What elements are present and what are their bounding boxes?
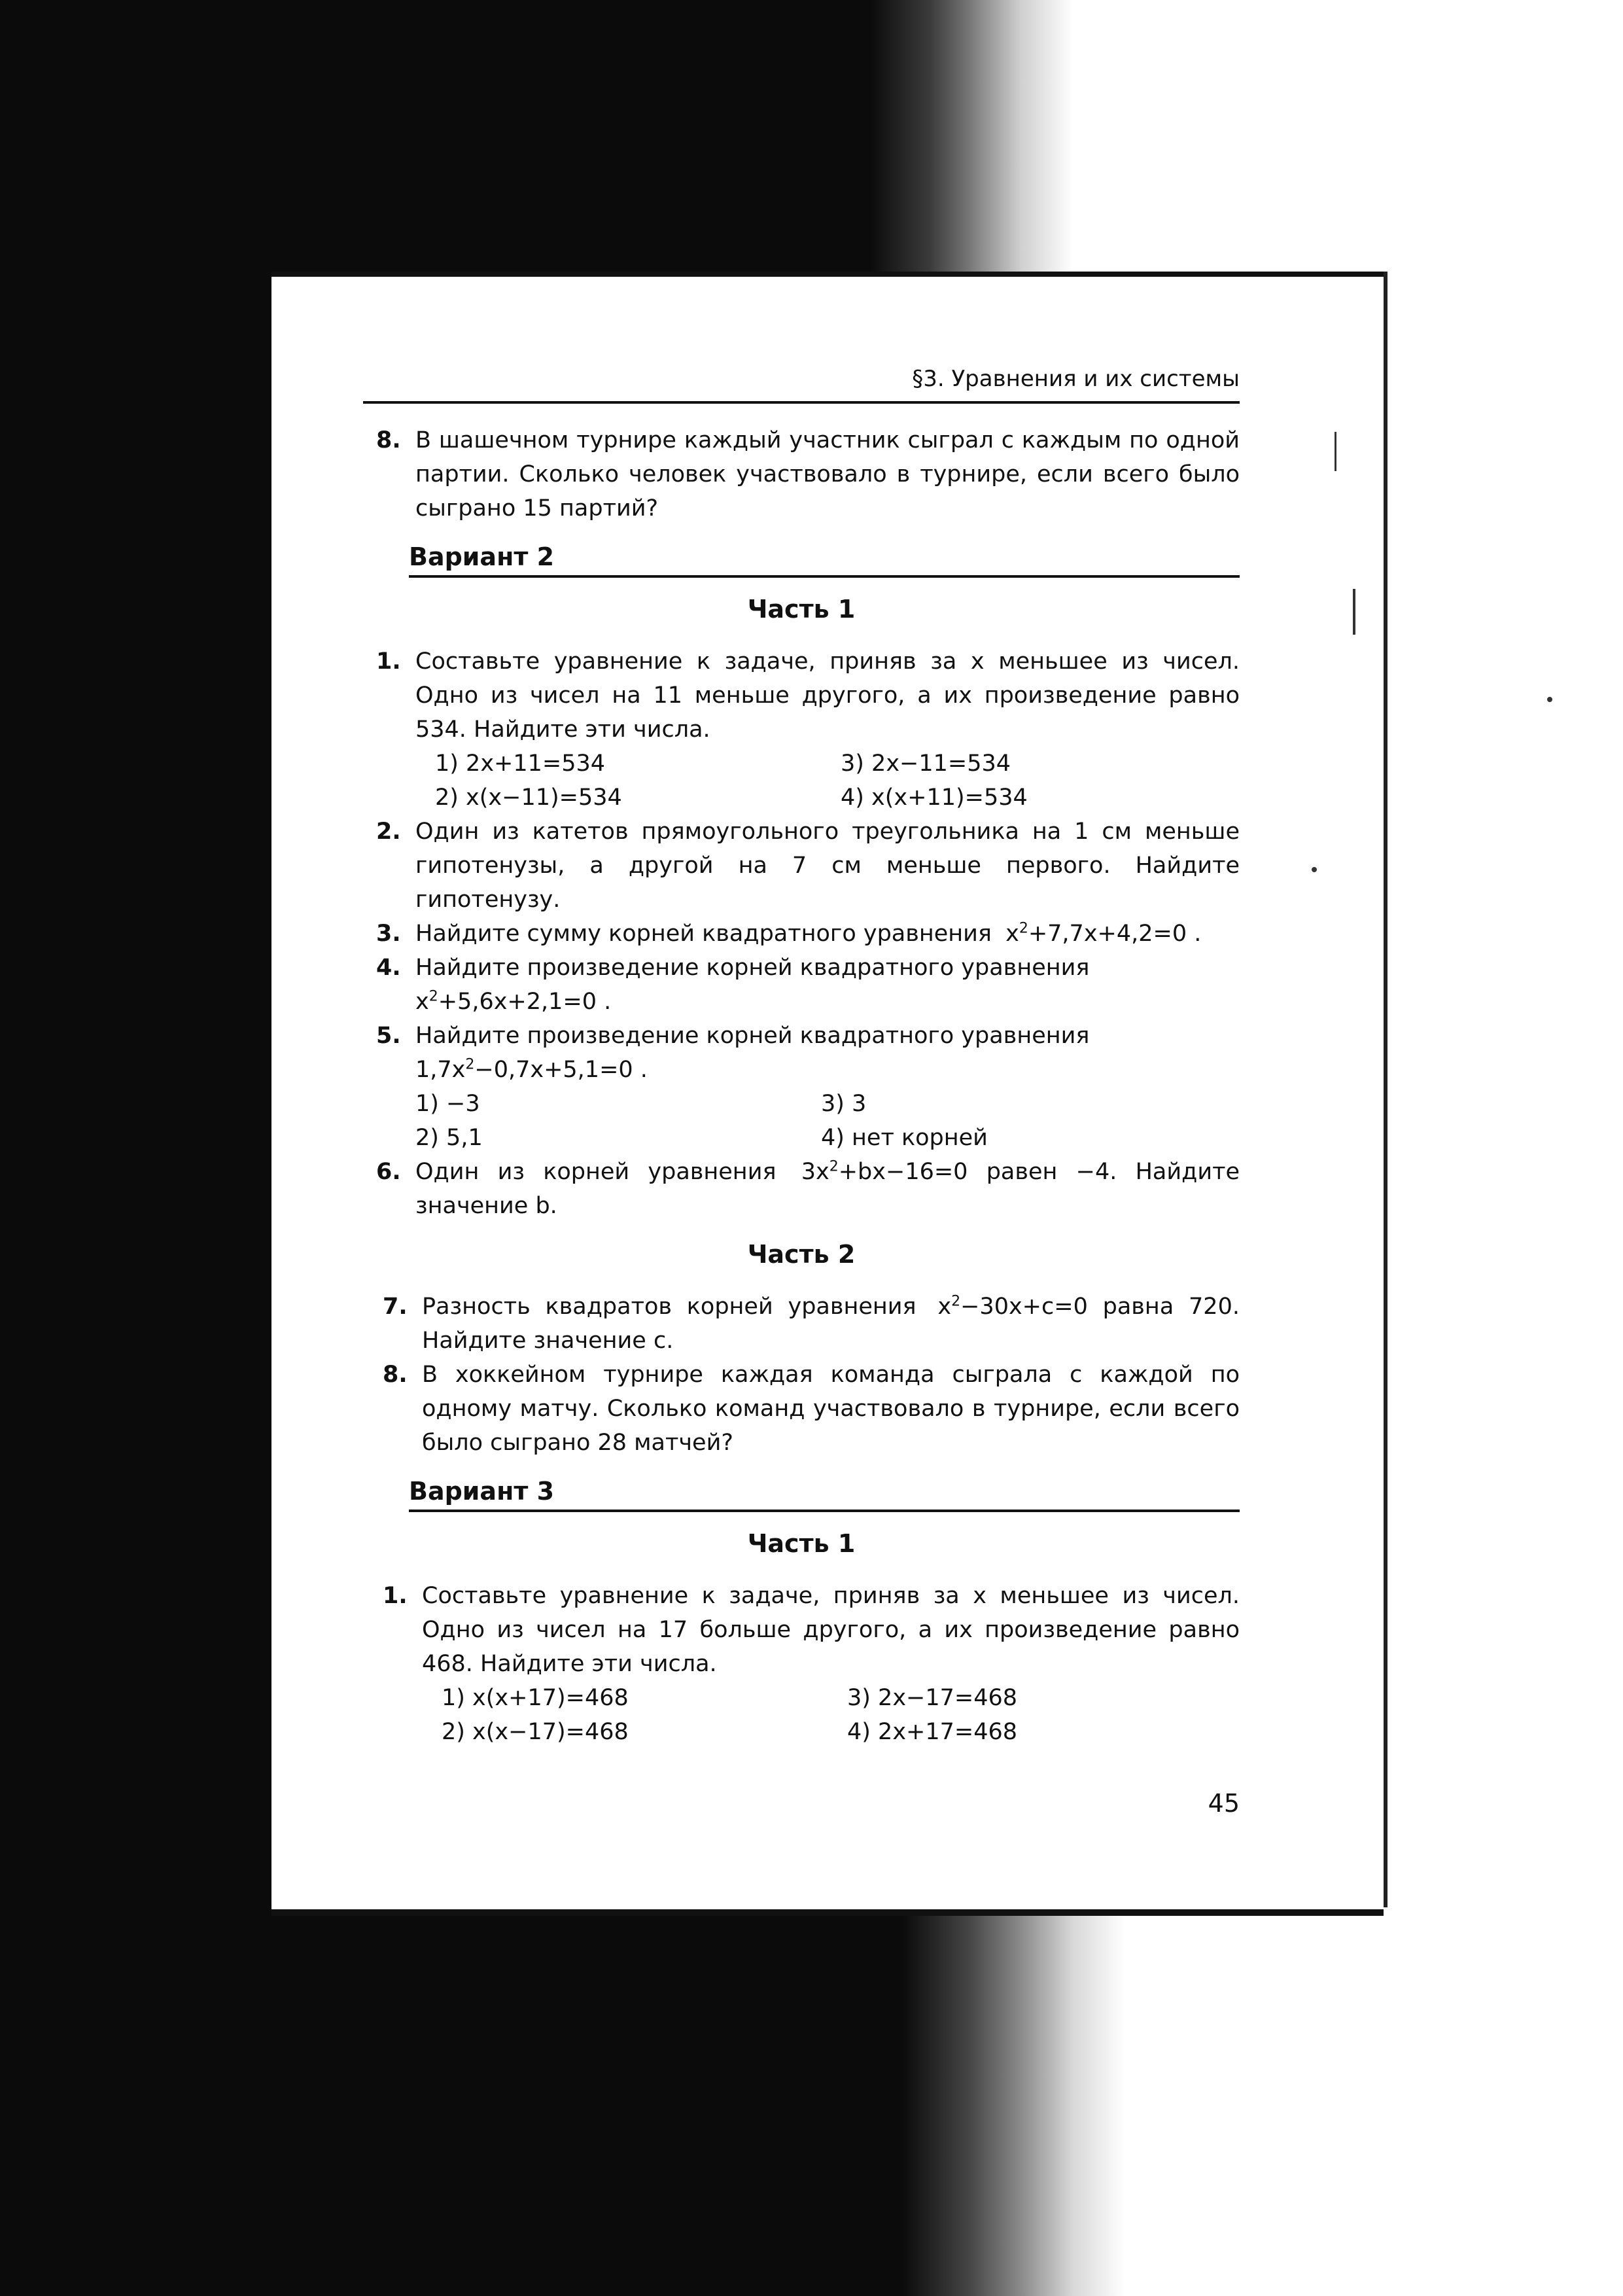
- task-number: 6.: [376, 1159, 401, 1185]
- running-head: [363, 362, 1240, 404]
- page-number: 45: [1208, 1789, 1240, 1818]
- task-text-continued: равна 720. Найдите значение c.: [422, 1294, 1240, 1354]
- v2-task-2: [363, 815, 1240, 917]
- answer-options: [415, 1087, 1240, 1155]
- v2-task-3: [363, 917, 1240, 951]
- task-number: 7.: [383, 1294, 408, 1320]
- task-number: 8.: [383, 1362, 408, 1388]
- task-text: Найдите сумму корней квадратного уравнения: [415, 921, 992, 947]
- equation: $x^2+7,7x+4,2=0$ .: [1005, 920, 1202, 947]
- scan-speck: [1353, 589, 1355, 635]
- v2-task-5: [363, 1019, 1240, 1155]
- task-number: 1.: [376, 648, 401, 675]
- task-text: Разность квадратов корней уравнения: [422, 1294, 916, 1320]
- answer-options: [442, 1681, 1240, 1749]
- task-number: 1.: [383, 1583, 408, 1609]
- variant-3-title: Вариант 3: [409, 1474, 1240, 1512]
- option-1: 1) x(x+17)=468: [442, 1685, 629, 1711]
- option-3: 3) 2x−17=468: [847, 1685, 1018, 1711]
- task-text: Составьте уравнение к задаче, приняв за x меньшее из чисел. Одно из чисел на 17 больше другого, а их произведение равно 468. Найдите эти числа.: [422, 1583, 1240, 1677]
- book-page: [271, 272, 1384, 1916]
- option-4: 4) 2x+17=468: [847, 1719, 1018, 1745]
- variant-2-part-2: Часть 2: [747, 1240, 856, 1269]
- task-text: Найдите произведение корней квадратного уравнения: [415, 955, 1090, 981]
- task-text: Составьте уравнение к задаче, приняв за x меньшее из чисел. Одно из чисел на 11 меньше другого, а их произведение равно 534. Найдите эти числа.: [415, 648, 1240, 743]
- task-text: В шашечном турнире каждый участник сыграл с каждым по одной партии. Сколько человек участвовало в турнире, если всего было сыграно 15 партий?: [415, 427, 1240, 521]
- option-1: 1) 2x+11=534: [435, 751, 606, 777]
- option-2: 2) x(x−17)=468: [442, 1719, 629, 1745]
- task-number: 3.: [376, 921, 401, 947]
- equation: $3x^2+bx-16=0$: [801, 1158, 968, 1185]
- task-text: Один из корней уравнения: [415, 1159, 777, 1185]
- task-number: 4.: [376, 955, 401, 981]
- option-4: 4) нет корней: [821, 1125, 988, 1151]
- equation: $1,7x^2-0,7x+5,1=0$ .: [415, 1056, 648, 1083]
- option-2: 2) x(x−11)=534: [435, 785, 622, 811]
- page-content: [363, 362, 1240, 1749]
- running-head-text: §3. Уравнения и их системы: [912, 366, 1240, 392]
- option-3: 3) 2x−11=534: [841, 751, 1011, 777]
- task-text: Найдите произведение корней квадратного уравнения: [415, 1023, 1090, 1049]
- v2-task-1: [363, 645, 1240, 815]
- task-8-prev: [363, 423, 1240, 525]
- option-3: 3) 3: [821, 1091, 867, 1117]
- task-text: Один из катетов прямоугольного треугольника на 1 см меньше гипотенузы, а другой на 7 см меньше первого. Найдите гипотенузу.: [415, 819, 1240, 913]
- option-4: 4) x(x+11)=534: [841, 785, 1028, 811]
- page-edge-shadow: [1384, 272, 1387, 1907]
- task-number: 8.: [376, 427, 401, 453]
- v2-task-7: [363, 1290, 1240, 1358]
- scan-speck: [1335, 432, 1336, 471]
- equation: $x^2+5,6x+2,1=0$ .: [415, 988, 612, 1015]
- task-number: 2.: [376, 819, 401, 845]
- task-text: В хоккейном турнире каждая команда сыграла с каждой по одному матчу. Сколько команд участвовало в турнире, если всего было сыграно 28 матчей?: [422, 1362, 1240, 1456]
- variant-2-part-1: Часть 1: [747, 595, 856, 624]
- option-1: 1) −3: [415, 1091, 480, 1117]
- v3-task-1: [363, 1579, 1240, 1749]
- option-2: 2) 5,1: [415, 1125, 483, 1151]
- variant-2-title: Вариант 2: [409, 540, 1240, 578]
- scan-speck: [1547, 697, 1552, 702]
- v2-task-6: [363, 1155, 1240, 1223]
- task-text-continued: равен −4. Найдите значение b.: [415, 1159, 1240, 1219]
- task-number: 5.: [376, 1023, 401, 1049]
- variant-3-part-1: Часть 1: [747, 1529, 856, 1558]
- answer-options: [435, 747, 1240, 815]
- equation: $x^2-30x+c=0$: [937, 1293, 1088, 1320]
- v2-task-8: [363, 1358, 1240, 1460]
- scan-speck: [1312, 867, 1317, 872]
- scan-shadow-bottom: [0, 1904, 1623, 2296]
- v2-task-4: [363, 951, 1240, 1019]
